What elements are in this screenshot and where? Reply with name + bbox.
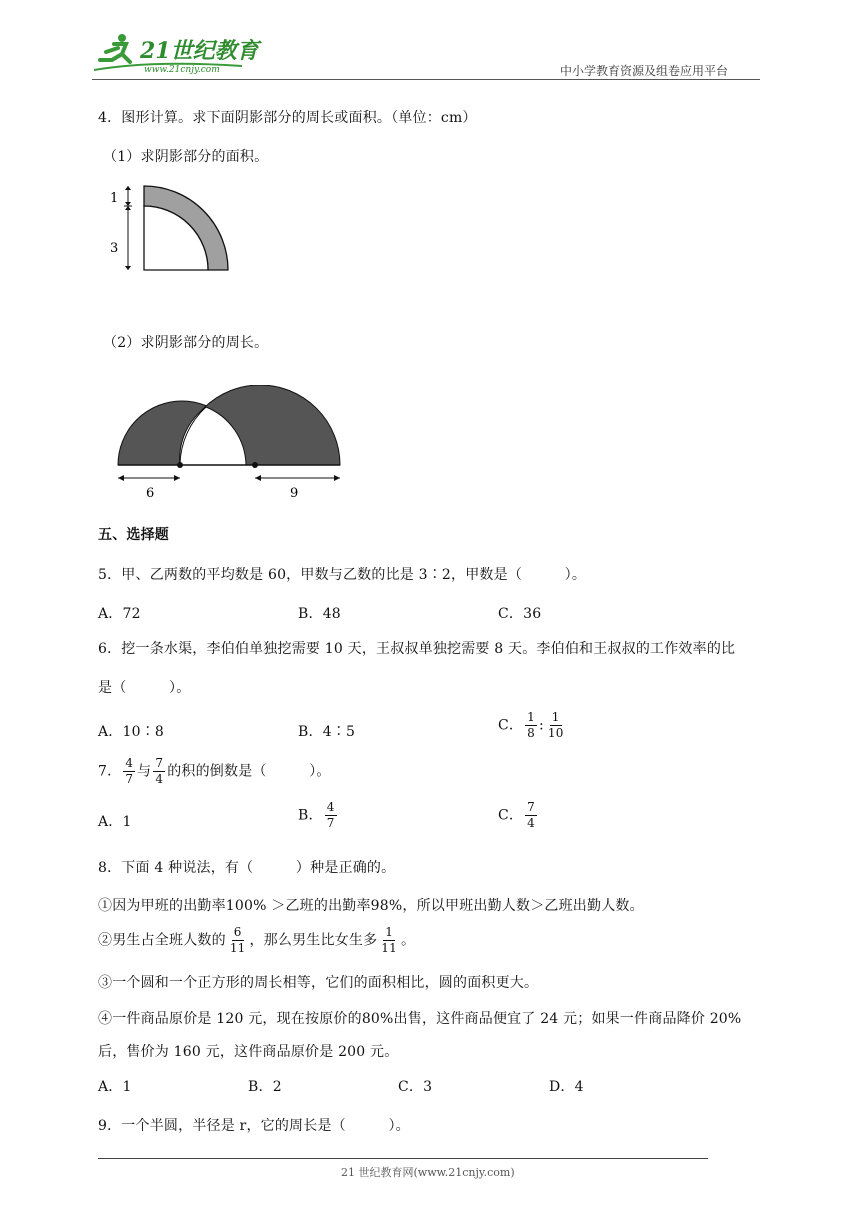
numerator: 7 (155, 756, 164, 770)
q8-s2-part-b: ，那么男生比女生多 (249, 932, 378, 949)
label-1: 1 (110, 191, 119, 206)
q8-text: 8．下面 4 种说法，有（ ）种是正确的。 (98, 860, 396, 876)
q7-option-b-label: B． (298, 807, 323, 824)
q8-s2-part-c: 。 (400, 932, 416, 949)
semicircles-figure (110, 385, 350, 505)
numerator: 4 (125, 756, 134, 770)
q8-s2-part-a: ②男生占全班人数的 (98, 932, 226, 949)
quarter-ring-figure (100, 180, 240, 280)
fraction (379, 925, 399, 956)
denominator: 4 (527, 816, 535, 830)
q8-statement-1: ①因为甲班的出勤率100% ＞乙班的出勤率98%，所以甲班出勤人数＞乙班出勤人数。 (98, 898, 644, 914)
label-3: 3 (110, 241, 119, 256)
q6-option-b: B．4∶5 (298, 724, 356, 740)
logo (92, 30, 262, 78)
q5-text: 5．甲、乙两数的平均数是 60，甲数与乙数的比是 3∶2，甲数是（ ）。 (98, 567, 587, 583)
q7-suffix: 的积的倒数是（ ）。 (167, 763, 331, 780)
denominator: 4 (155, 772, 164, 786)
denominator: 7 (326, 816, 335, 830)
q7-text (98, 756, 331, 787)
section-title: 五、选择题 (98, 527, 169, 543)
q5-option-c: C．36 (498, 606, 542, 622)
numerator: 1 (385, 925, 394, 939)
numerator: 7 (527, 800, 535, 814)
fraction (546, 710, 566, 741)
q6-option-c-label: C． (498, 717, 524, 734)
denominator: 10 (547, 726, 564, 740)
q4-part2: （2）求阴影部分的周长。 (103, 335, 269, 351)
fraction (325, 800, 337, 831)
q7-option-b (298, 800, 339, 831)
q8-statement-3: ③一个圆和一个正方形的周长相等，它们的面积相比，圆的面积更大。 (98, 975, 539, 991)
header-divider (92, 79, 760, 80)
q6-line1: 6．挖一条水渠，李伯伯单独挖需要 10 天，王叔叔单独挖需要 8 天。李伯伯和王叔叔的工作效率的比 (98, 641, 736, 657)
q8-option-d: D．4 (549, 1079, 584, 1095)
q8-statement-4-line1: ④一件商品原价是 120 元，现在按原价的80%出售，这件商品便宜了 24 元；如果一件商品降价 20% (98, 1011, 742, 1027)
runner-logo-icon (92, 30, 262, 78)
logo-text: 21世纪教育 (140, 38, 259, 64)
logo-url: www.21cnjy.com (144, 65, 220, 75)
fraction (153, 756, 165, 787)
q7-mid: 与 (137, 763, 152, 780)
denominator: 11 (229, 941, 246, 955)
q5-option-a: A．72 (98, 606, 141, 622)
q7-option-c-label: C． (498, 807, 524, 824)
q8-option-c: C．3 (398, 1079, 433, 1095)
numerator: 4 (326, 800, 335, 814)
fraction (525, 710, 537, 741)
q8-statement-2 (98, 925, 415, 956)
q6-option-c (498, 710, 568, 741)
header-platform-text: 中小学教育资源及组卷应用平台 (560, 64, 729, 78)
q6-option-a: A．10∶8 (98, 724, 165, 740)
q7-option-c (498, 800, 539, 831)
q6-line2: 是（ ）。 (98, 680, 191, 696)
q7-prefix: 7． (98, 763, 122, 780)
label-9: 9 (290, 486, 299, 501)
label-6: 6 (146, 486, 155, 501)
q7-option-a: A．1 (98, 814, 132, 830)
footer-divider (98, 1158, 708, 1159)
q8-option-b: B．2 (248, 1079, 282, 1095)
numerator: 6 (233, 925, 242, 939)
fraction (228, 925, 248, 956)
q4-part1: （1）求阴影部分的面积。 (103, 149, 269, 165)
q8-option-a: A．1 (98, 1079, 132, 1095)
q5-option-b: B．48 (298, 606, 341, 622)
q9-text: 9．一个半圆，半径是 r，它的周长是（ ）。 (98, 1118, 410, 1134)
denominator: 7 (125, 772, 134, 786)
denominator: 8 (527, 726, 535, 740)
ratio-sign: : (538, 717, 544, 734)
numerator: 1 (551, 710, 560, 724)
numerator: 1 (527, 710, 535, 724)
q8-statement-4-line2: 后，售价为 160 元，这件商品原价是 200 元。 (98, 1044, 399, 1060)
fraction (525, 800, 537, 831)
footer-text: 21 世纪教育网(www.21cnjy.com) (341, 1166, 515, 1179)
fraction (123, 756, 135, 787)
q4-title: 4．图形计算。求下面阴影部分的周长或面积。（单位：cm） (98, 110, 477, 126)
denominator: 11 (381, 941, 397, 955)
